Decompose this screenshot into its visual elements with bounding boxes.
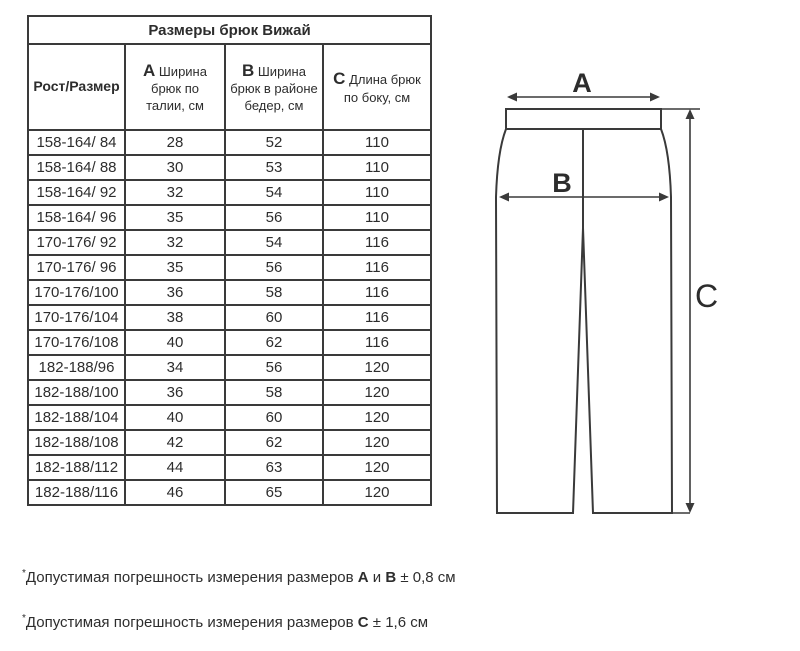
table-row (28, 305, 431, 330)
value-waist: 46 (125, 480, 225, 505)
dim-letter-b: B (242, 61, 255, 81)
value-length: 120 (323, 355, 431, 380)
value-length: 116 (323, 230, 431, 255)
value-length: 110 (323, 155, 431, 180)
dim-b-label: B (552, 168, 572, 198)
dim-c-label: C (695, 278, 719, 314)
dim-b-arrowhead-left (499, 193, 509, 202)
row-size: 158-164/ 92 (28, 180, 125, 205)
row-size: 182-188/112 (28, 455, 125, 480)
footnote-text: ± 1,6 см (368, 614, 429, 631)
column-header-waist (125, 44, 225, 130)
trousers-diagram (473, 42, 800, 527)
value-length: 120 (323, 480, 431, 505)
row-size: 170-176/108 (28, 330, 125, 355)
value-length: 120 (323, 455, 431, 480)
row-size: 158-164/ 84 (28, 130, 125, 155)
row-size: 182-188/116 (28, 480, 125, 505)
table-row (28, 480, 431, 505)
value-waist: 40 (125, 405, 225, 430)
value-hip: 63 (225, 455, 323, 480)
value-waist: 30 (125, 155, 225, 180)
value-hip: 56 (225, 355, 323, 380)
value-hip: 56 (225, 205, 323, 230)
table-title: Размеры брюк Вижай (28, 16, 431, 44)
value-hip: 62 (225, 430, 323, 455)
table-row (28, 205, 431, 230)
value-waist: 35 (125, 205, 225, 230)
table-title-row (28, 16, 431, 44)
row-size: 170-176/ 92 (28, 230, 125, 255)
row-size: 158-164/ 96 (28, 205, 125, 230)
table-row (28, 355, 431, 380)
value-waist: 42 (125, 430, 225, 455)
table-row (28, 255, 431, 280)
value-waist: 44 (125, 455, 225, 480)
table-row (28, 130, 431, 155)
dim-letter-c: C (333, 69, 346, 89)
value-length: 116 (323, 255, 431, 280)
table-row (28, 430, 431, 455)
row-size: 158-164/ 88 (28, 155, 125, 180)
value-waist: 36 (125, 380, 225, 405)
value-hip: 53 (225, 155, 323, 180)
table-row (28, 180, 431, 205)
value-waist: 36 (125, 280, 225, 305)
footnote-dim-a: A (357, 569, 369, 586)
footnote-dim-c: C (357, 614, 369, 631)
row-size: 170-176/100 (28, 280, 125, 305)
footnote-text: Допустимая погрешность измерения размеров (25, 614, 358, 631)
row-size: 182-188/100 (28, 380, 125, 405)
value-waist: 38 (125, 305, 225, 330)
value-length: 120 (323, 405, 431, 430)
dim-c-arrowhead-bottom (686, 503, 695, 513)
value-hip: 65 (225, 480, 323, 505)
column-header-length-label: Длина брюк по боку, см (343, 72, 421, 105)
value-length: 120 (323, 380, 431, 405)
value-length: 110 (323, 205, 431, 230)
footnote-text: и (368, 569, 386, 586)
value-hip: 58 (225, 380, 323, 405)
value-waist: 35 (125, 255, 225, 280)
value-hip: 54 (225, 230, 323, 255)
value-length: 120 (323, 430, 431, 455)
dim-a-arrowhead-left (507, 93, 517, 102)
footnote-text: Допустимая погрешность измерения размеров (25, 569, 358, 586)
waistband-outline (506, 109, 661, 129)
value-hip: 62 (225, 330, 323, 355)
dim-a-label: A (572, 68, 592, 98)
row-size: 182-188/108 (28, 430, 125, 455)
row-size: 182-188/96 (28, 355, 125, 380)
value-length: 110 (323, 180, 431, 205)
table-row (28, 455, 431, 480)
value-length: 116 (323, 330, 431, 355)
table-row (28, 280, 431, 305)
table-header-row (28, 44, 431, 130)
value-hip: 52 (225, 130, 323, 155)
footnote-marker: * (22, 613, 26, 624)
table-row (28, 405, 431, 430)
size-table (27, 15, 432, 506)
table-row (28, 155, 431, 180)
row-size: 170-176/ 96 (28, 255, 125, 280)
table-row (28, 230, 431, 255)
table-row (28, 330, 431, 355)
footnote-tolerance-ab (22, 568, 456, 586)
column-header-length (323, 44, 431, 130)
dim-c-arrowhead-top (686, 109, 695, 119)
right-leg-outline (583, 129, 672, 513)
dim-b-arrowhead-right (659, 193, 669, 202)
value-waist: 34 (125, 355, 225, 380)
value-length: 116 (323, 280, 431, 305)
value-waist: 32 (125, 230, 225, 255)
footnote-tolerance-c (22, 613, 428, 631)
value-length: 110 (323, 130, 431, 155)
table-row (28, 380, 431, 405)
column-header-size: Рост/Размер (28, 44, 125, 130)
footnote-marker: * (22, 568, 26, 579)
value-hip: 54 (225, 180, 323, 205)
value-waist: 32 (125, 180, 225, 205)
dim-letter-a: A (143, 61, 156, 81)
value-hip: 60 (225, 305, 323, 330)
row-size: 182-188/104 (28, 405, 125, 430)
size-table-body (28, 130, 431, 505)
column-header-waist-label: Ширина брюк по талии, см (146, 64, 207, 113)
value-waist: 40 (125, 330, 225, 355)
value-hip: 58 (225, 280, 323, 305)
row-size: 170-176/104 (28, 305, 125, 330)
value-hip: 60 (225, 405, 323, 430)
value-length: 116 (323, 305, 431, 330)
footnote-text: ± 0,8 см (396, 569, 456, 586)
dim-a-arrowhead-right (650, 93, 660, 102)
column-header-hip (225, 44, 323, 130)
footnote-dim-b: B (385, 569, 397, 586)
value-waist: 28 (125, 130, 225, 155)
column-header-hip-label: Ширина брюк в районе бедер, см (230, 64, 318, 113)
value-hip: 56 (225, 255, 323, 280)
